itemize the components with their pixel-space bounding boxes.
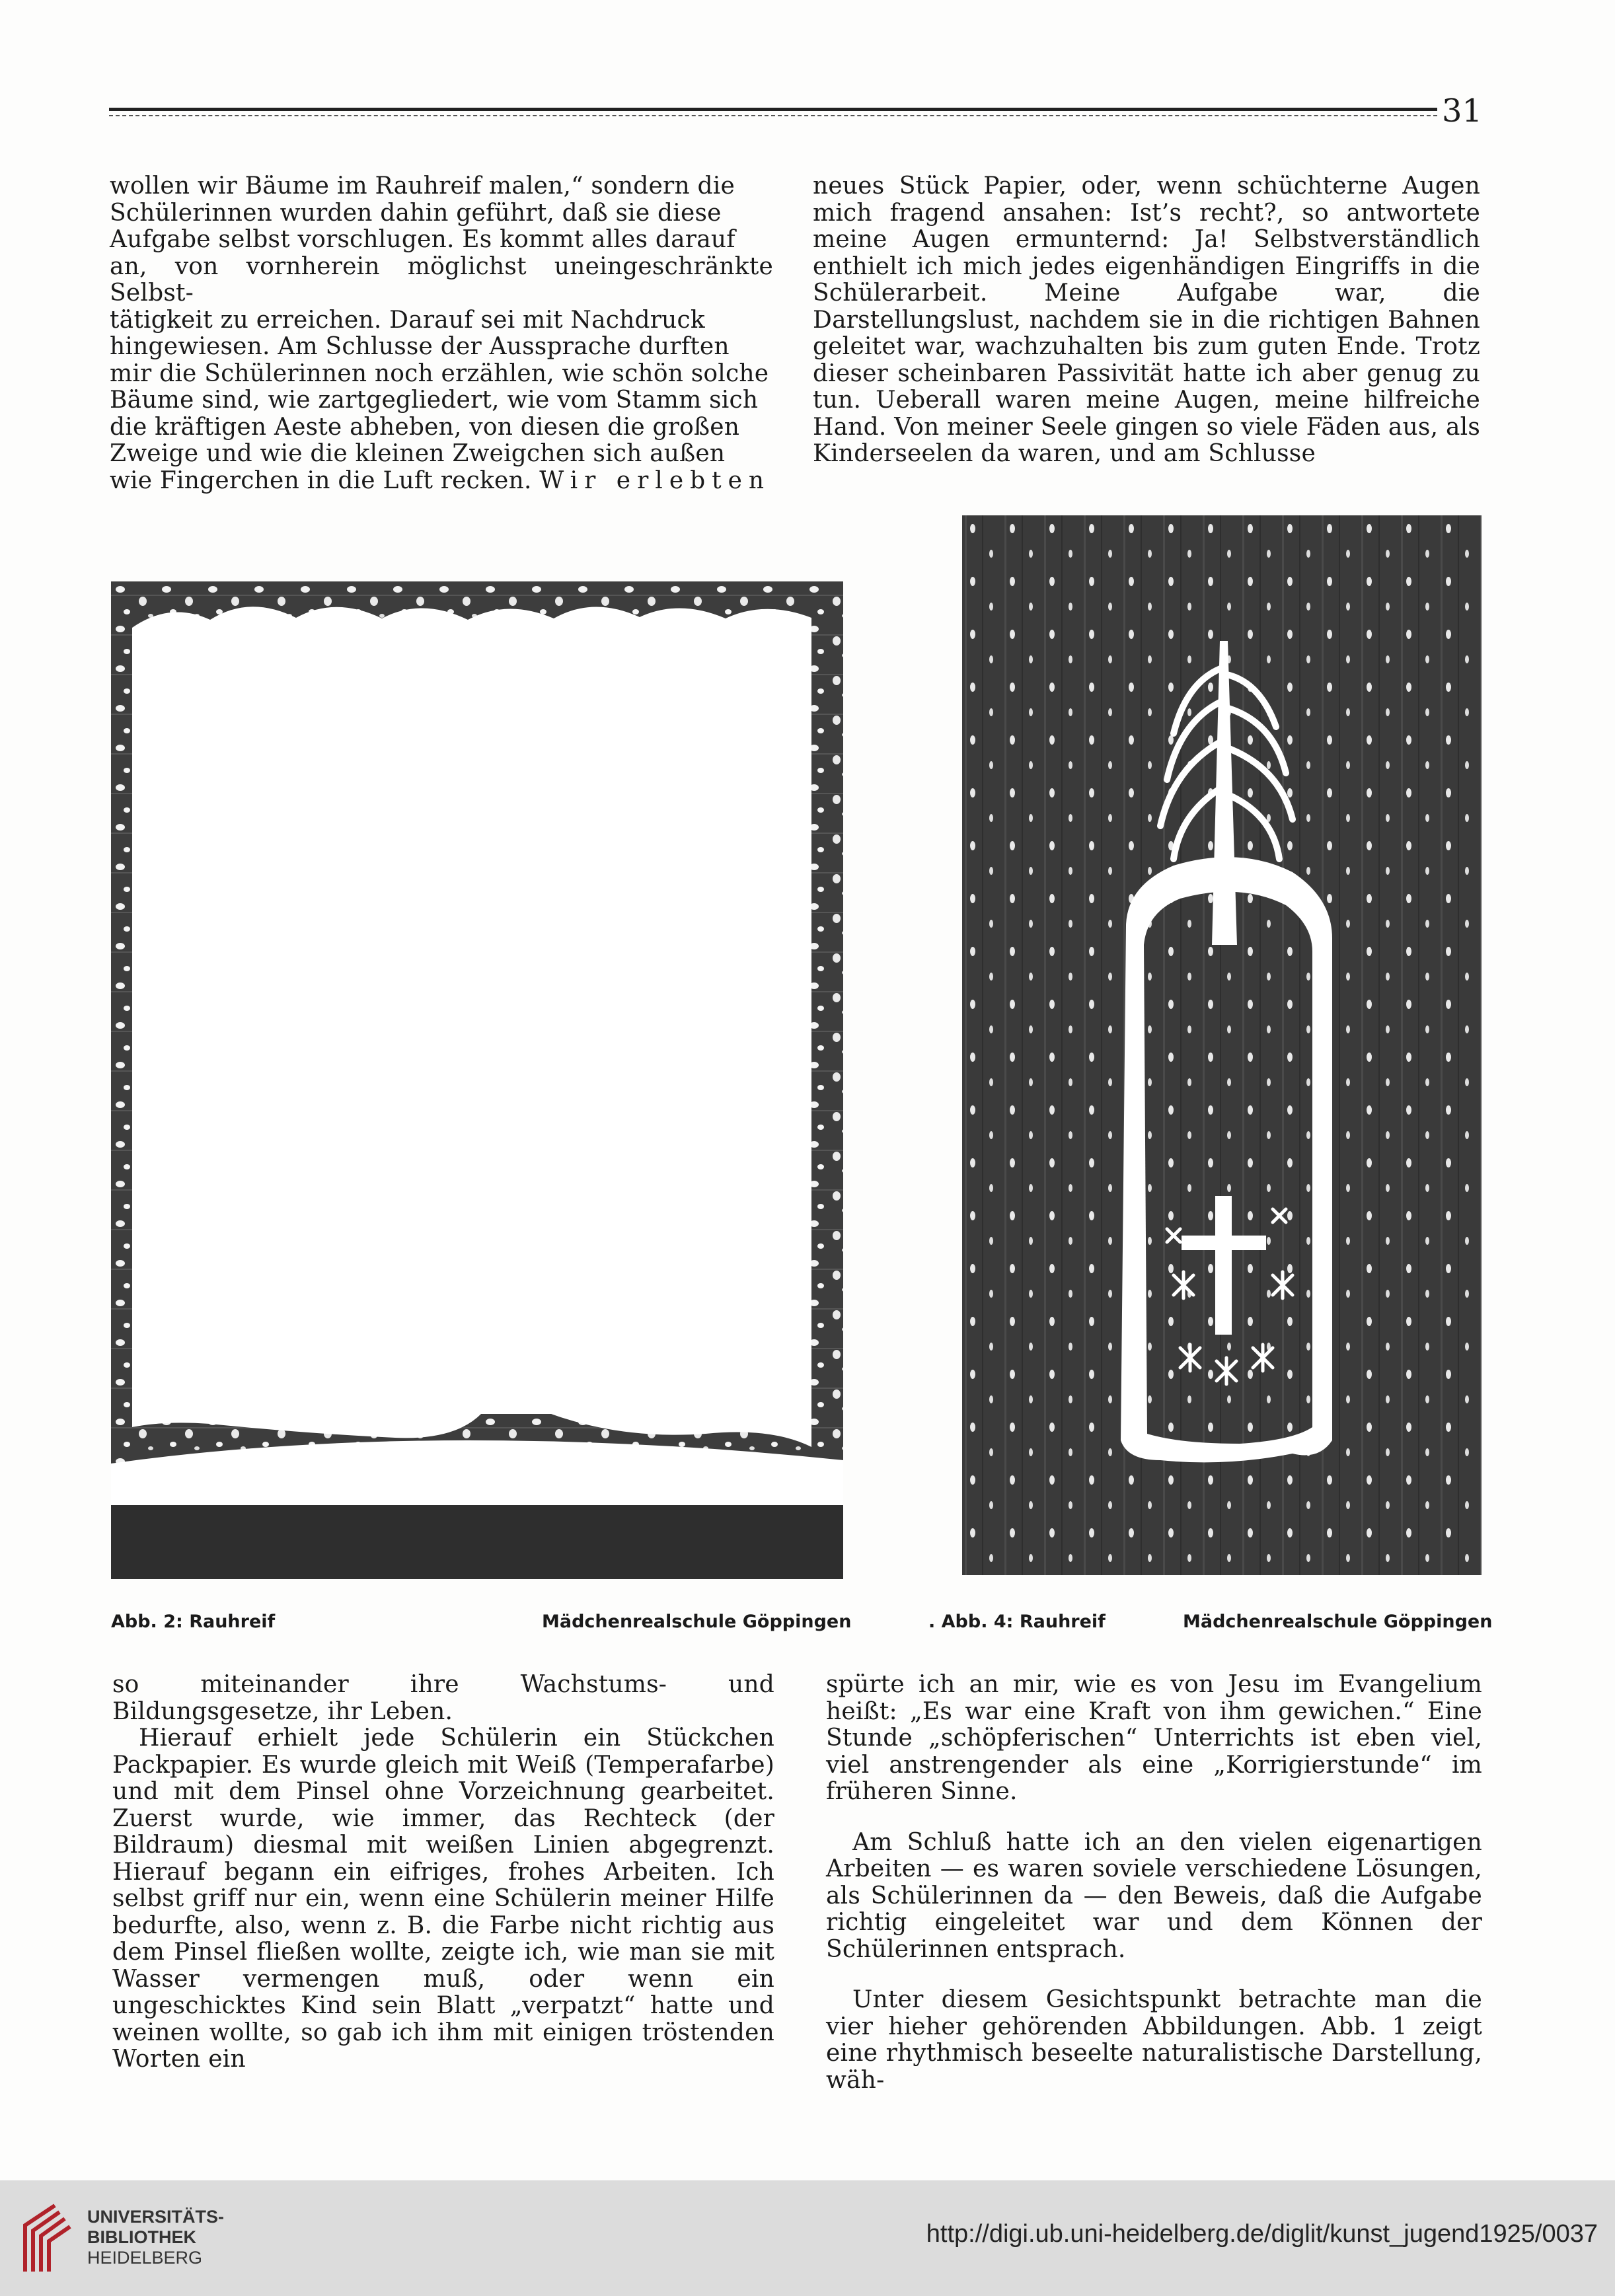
paragraph: so miteinander ihre Wachstums- und Bildungsgesetze, ihr Leben. (112, 1671, 774, 1725)
library-footer (0, 2180, 1615, 2296)
paragraph: spürte ich an mir, wie es von Jesu im Evangelium heißt: „Es war eine Kraft von ihm gewichen.“ Eine Stunde „schöpferischen“ Unterrichts ist eben viel, viel anstrengender als eine „Korrigierstunde“ im früheren Sinne. (826, 1671, 1482, 1805)
paragraph: Unter diesem Gesichtspunkt betrachte man die vier hieher gehörenden Abbildungen. Abb. 1 zeigt eine rhythmisch beseelte naturalistische Darstellung, wäh- (826, 1986, 1482, 2094)
text-column-bottom-left (112, 1672, 774, 2073)
paragraph: Am Schluß hatte ich an den vielen eigenartigen Arbeiten — es waren soviele verschiedene Lösungen, als Schülerinnen da — den Beweis, daß die Aufgabe richtig eingeleitet war und dem Können der Schülerinnen entsprach. (826, 1828, 1482, 1963)
figure-rauhreif-tree (111, 581, 843, 1579)
text-column-bottom-right (826, 1672, 1482, 2094)
text-line: an, von vornherein möglichst uneingeschränkte Selbst- (110, 252, 773, 307)
figure-caption-label: . Abb. 4: Rauhreif (928, 1611, 1106, 1632)
library-name (87, 2207, 224, 2268)
library-name-line: BIBLIOTHEK (87, 2227, 196, 2247)
text-fragment: wie Fingerchen in die Luft recken. (110, 466, 532, 494)
library-logo-icon (19, 2199, 78, 2278)
figure-caption-credit: Mädchenrealschule Göppingen (542, 1611, 852, 1632)
text-line: die kräftigen Aeste abheben, von diesen die großen (110, 413, 740, 441)
page-number: 31 (1442, 93, 1483, 130)
figure-rauhreif-grave (962, 515, 1482, 1575)
spaced-emphasis: Wir erlebten (539, 466, 771, 494)
library-name-line: HEIDELBERG (87, 2248, 203, 2268)
text-line: Zweige und wie die kleinen Zweigchen sich außen (110, 440, 726, 467)
text-line: tätigkeit zu erreichen. Darauf sei mit Nachdruck (110, 306, 705, 334)
text-column-top-right (813, 173, 1480, 468)
header-rule (109, 108, 1437, 111)
figure-caption-credit: Mädchenrealschule Göppingen (1183, 1611, 1493, 1632)
library-name-line: UNIVERSITÄTS- (87, 2207, 225, 2227)
text-line: Aufgabe selbst vorschlugen. Es kommt alles darauf (110, 226, 735, 253)
figure-caption-label: Abb. 2: Rauhreif (111, 1611, 276, 1632)
paragraph: neues Stück Papier, oder, wenn schüchterne Augen mich fragend ansahen: Ist’s recht?, so antwortete meine Augen ermunternd: Ja! Selbstverständlich enthielt ich mich jedes eigenhändigen Eingriffs in die Schülerarbeit. Meine Aufgabe war, die Darstellungslust, nachdem sie in die richtigen Bahnen geleitet war, wachzuhalten bis zum guten Ende. Trotz dieser scheinbaren Passivität hatte ich aber genug zu tun. Ueberall waren meine Augen, meine hilfreiche Hand. Von meiner Seele gingen so viele Fäden aus, als Kinderseelen da waren, und am Schlusse (813, 172, 1480, 467)
text-line: mir die Schülerinnen noch erzählen, wie schön solche (110, 359, 769, 387)
source-url-link[interactable]: http://digi.ub.uni-heidelberg.de/diglit/kunst_jugend1925/0037 (926, 2220, 1598, 2248)
text-line: Bäume sind, wie zartgegliedert, wie vom Stamm sich (110, 387, 759, 414)
grave-woodcut-image (962, 515, 1482, 1575)
text-line-last (110, 468, 773, 495)
tree-woodcut-image (111, 581, 843, 1579)
text-line: wollen wir Bäume im Rauhreif malen,“ sondern die (110, 172, 735, 200)
text-line: hingewiesen. Am Schlusse der Aussprache durften (110, 333, 730, 360)
text-column-top-left (110, 173, 773, 494)
paragraph: Hierauf erhielt jede Schülerin ein Stückchen Packpapier. Es wurde gleich mit Weiß (Temperafarbe) und mit dem Pinsel ohne Vorzeichnung gearbeitet. Zuerst wurde, wie immer, das Rechteck (der Bildraum) diesmal mit weißen Linien abgegrenzt. Hierauf begann ein eifriges, frohes Arbeiten. Ich selbst griff nur ein, wenn eine Schülerin meiner Hilfe bedurfte, also, wenn z. B. die Farbe nicht richtig aus dem Pinsel fließen wollte, zeigte ich, wie man sie mit Wasser vermengen muß, oder wenn ein ungeschicktes Kind sein Blatt „verpatzt“ hatte und weinen wollte, so gab ich ihm mit einigen tröstenden Worten ein (112, 1724, 774, 2073)
text-line: Schülerinnen wurden dahin geführt, daß sie diese (110, 199, 722, 227)
